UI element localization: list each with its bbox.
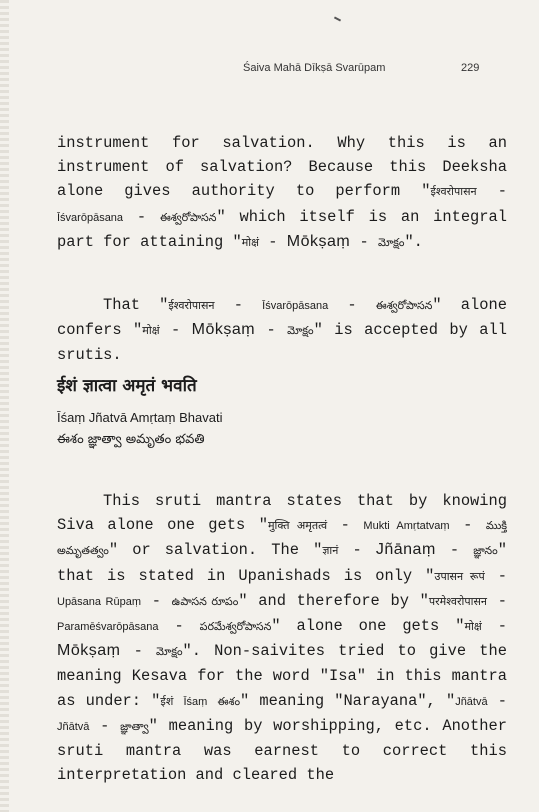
devanagari-term: मोक्षं [241,236,260,249]
running-header [0,62,539,78]
page-edge [0,0,9,812]
text: ". [404,232,423,251]
text: - [484,566,507,585]
section-heading: ईशं ज्ञात्वा अमृतं भवति [57,376,197,396]
transliteration: Upāsana Rūpaṃ [57,595,142,608]
telugu-term: జ్ఞాత్వా [120,720,149,733]
devanagari-term: उपासन रूपं [434,570,485,583]
devanagari-term: ईश्वरोपासन [168,300,215,312]
heading-telugu: ఈశం జ్ఞాత్వా అమృతం భవతి [57,432,205,447]
telugu-term: జ్ఞానం [473,545,498,558]
devanagari-term: परमेश्वरोपासन [428,595,488,608]
devanagari-term: मुक्ति अमृतत्वं [267,520,328,533]
text: - [328,296,376,314]
transliteration: Mukti Amṛtatvaṃ [363,520,450,533]
text: - [350,232,378,251]
text: " that is stated in Upanishads is only " [57,541,507,585]
text: " is accepted by all srutis. [57,321,507,365]
telugu-term: ఈశం [217,695,241,708]
telugu-term: మోక్షం [287,325,314,338]
text: - [487,691,507,710]
text [173,692,183,710]
transliteration: Mōkṣaṃ [57,642,121,660]
telugu-term: ఈశ్వరోపాసన [375,300,433,312]
transliteration: Jñānaṃ [375,541,436,559]
text: - [259,232,287,251]
text: " and therefore by " [238,591,429,610]
page-number: 229 [461,62,480,74]
text: - [476,182,507,201]
text [207,692,217,710]
devanagari-term: मोक्षं [464,621,482,634]
text: - [89,716,121,735]
transliteration: Mōkṣaṃ [286,232,351,250]
text: - [158,617,200,636]
text: " which itself is an integral part for attaining " [57,207,507,251]
text: - [327,516,364,535]
telugu-term: పరమేశ్వరోపాసన [199,621,272,634]
transliteration: Jñātvā [57,720,90,733]
transliteration: Jñātvā [455,695,488,708]
text: - [481,617,507,636]
telugu-term: ఉపాసన రూపం [171,595,239,608]
text: " alone one gets " [271,617,465,636]
devanagari-term: ईशं [160,695,174,708]
transliteration: Īśvarōpāsana [262,300,329,312]
telugu-term: మోక్షం [377,236,405,249]
text: instrument for salvation. Why this is an instrument of salvation? Because this Deeksha alone gives authority to perform " [57,134,507,201]
text: - [214,296,263,314]
devanagari-term: ईश्वरोपासन [430,186,477,199]
devanagari-term: मोक्षं [142,325,160,338]
paragraph-3 [57,489,507,787]
transliteration: Īśaṃ [183,695,208,708]
text: - [487,591,507,610]
text: - [338,541,376,560]
transliteration: Īśvarōpāsana [57,211,124,224]
text: - [435,541,474,560]
ink-mark [334,16,341,21]
paragraph-2 [57,293,507,368]
telugu-term: మోక్షం [156,646,183,659]
text: - [123,207,160,226]
text: That " [103,296,169,314]
text: - [159,321,192,340]
heading-transliteration: Īśaṃ Jñatvā Amṛtaṃ Bhavati [57,410,223,425]
text: " meaning by worshipping, etc. Another sruti mantra was earnest to correct this interpretation and cleared the [57,716,507,785]
text: " meaning "Narayana", " [240,691,456,710]
header-title: Śaiva Mahā Dīkṣā Svarūpam [243,62,386,74]
transliteration: Paramēśvarōpāsana [57,621,159,634]
paragraph-1 [57,131,507,255]
transliteration: Mōkṣaṃ [191,321,256,339]
text: " or salvation. The " [108,541,323,560]
text: - [449,516,486,535]
text: ". Non-saivites tried to give the meaning Kesava for the word "Isa" in this mantra as under: " [57,642,507,710]
text: " alone confers " [57,296,507,340]
telugu-term: ఈశ్వరోపాసన [159,211,217,224]
text: - [255,321,288,340]
text: - [120,642,157,661]
devanagari-term: ज्ञानं [322,545,339,558]
text: - [141,591,172,610]
telugu-term: ముక్తి అమృతత్వం [57,520,508,558]
text: This sruti mantra states that by knowing Siva alone one gets " [57,492,507,535]
